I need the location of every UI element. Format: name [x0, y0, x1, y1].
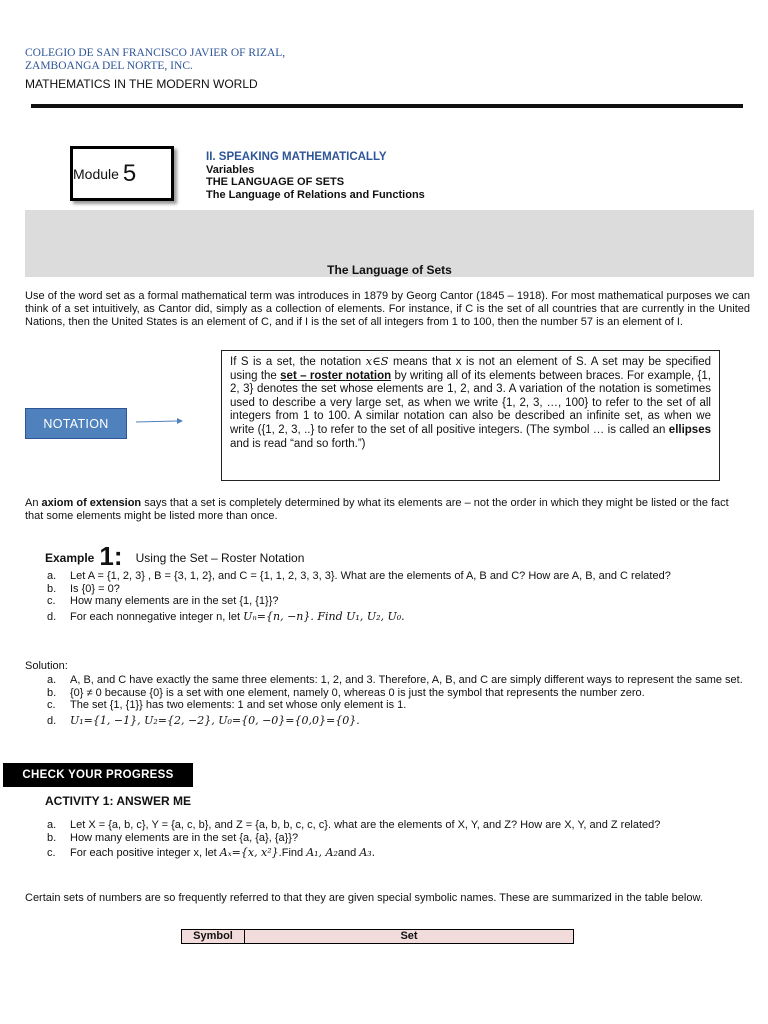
list-item [25, 819, 755, 832]
check-progress-banner: CHECK YOUR PROGRESS [3, 763, 193, 787]
example-title: Using the Set – Roster Notation [135, 551, 305, 565]
list-item [25, 595, 745, 608]
axiom-paragraph [25, 497, 750, 523]
notation-text-4: and is read “and so forth.”) [230, 437, 366, 450]
list-item-text: For each nonnegative integer n, let [70, 610, 244, 623]
list-item-math: Aₓ={x, x²} [219, 846, 279, 859]
axiom-prefix: An [25, 497, 42, 509]
module-heading-2: Variables [206, 163, 255, 176]
list-item-text: The set {1, {1}} has two elements: 1 and set whose only element is 1. [70, 699, 407, 711]
list-item [25, 674, 745, 687]
list-item-text: For each positive integer x, let [70, 847, 220, 859]
example-heading [45, 541, 304, 572]
list-item [25, 847, 755, 860]
list-item [25, 570, 745, 583]
list-item-text: How many elements are in the set {a, {a}, {a}}? [70, 831, 299, 844]
example-list [25, 570, 745, 623]
list-item-math: A₁, A₂ [306, 846, 338, 859]
list-item-text: A, B, and C have exactly the same three elements: 1, 2, and 3. Therefore, A, B, and C are simply different ways to represent the same set. [70, 674, 743, 686]
list-item [25, 832, 755, 845]
ellipses-term: ellipses [668, 423, 711, 436]
list-marker: b. [47, 831, 57, 844]
notation-box [221, 350, 720, 481]
school-name-line2: ZAMBOANGA DEL NORTE, INC. [25, 60, 193, 72]
module-heading-3: THE LANGUAGE OF SETS [206, 176, 345, 188]
module-label: Module [73, 165, 119, 182]
school-name [25, 47, 285, 73]
list-item [25, 611, 745, 624]
list-item-text: Let X = {a, b, c}, Y = {a, c, b}, and Z = {a, b, b, c, c, c}. what are the elements of X, Y, and Z? How are X, Y, and Z related? [70, 819, 661, 831]
intro-paragraph: Use of the word set as a formal mathematical term was introduces in 1879 by Georg Cantor (1845 – 1918). For most mathematical purposes we can think of a set intuitively, as Cantor did, simply as a collection of elements. For instance, if C is the set of all countries that are currently in the United Nations, then the United States is an element of C, and if I is the set of all integers from 1 to 100, then the number 57 is an element of I. [25, 290, 750, 328]
list-marker: c. [47, 595, 56, 607]
arrow-right-icon [135, 417, 185, 427]
module-heading-1: II. SPEAKING MATHEMATICALLY [206, 151, 387, 163]
closing-paragraph: Certain sets of numbers are so frequently referred to that they are given special symbolic names. These are summarized in the table below. [25, 892, 703, 904]
module-heading-4: The Language of Relations and Functions [206, 188, 425, 201]
list-item-text: Let A = {1, 2, 3} , B = {3, 1, 2}, and C = {1, 1, 2, 3, 3, 3}. What are the elements of A, B and C? How are A, B, and C related? [70, 570, 671, 582]
list-item-math: A₃. [359, 846, 376, 859]
list-marker: c. [47, 847, 56, 859]
list-item-text: {0} ≠ 0 because {0} is a set with one element, namely 0, whereas 0 is just the symbol that represents the number zero. [70, 686, 645, 699]
list-item-text: and [337, 847, 360, 859]
section-band [25, 210, 754, 277]
list-item [25, 687, 745, 700]
notation-button[interactable]: NOTATION [25, 408, 127, 439]
list-item [25, 583, 745, 596]
list-marker: c. [47, 699, 56, 711]
module-box [70, 146, 174, 201]
table-header-symbol: Symbol [182, 930, 245, 943]
list-marker: b. [47, 582, 57, 595]
list-item-math: U₁={1, −1}, U₂={2, −2}, U₀={0, −0}={0,0}={0}. [70, 713, 360, 727]
list-marker: d. [47, 714, 57, 727]
activity-list [25, 819, 755, 860]
list-marker: a. [47, 674, 57, 686]
table-header-set: Set [400, 930, 418, 942]
school-name-line1: COLEGIO DE SAN FRANCISCO JAVIER OF RIZAL, [25, 47, 286, 59]
list-item-text: .Find [278, 847, 307, 859]
axiom-text: says that a set is completely determined by what its elements are – not the order in which they might be listed or the fact that some elements might be listed more than once. [25, 497, 729, 522]
header-divider [31, 104, 743, 108]
list-item [25, 715, 745, 728]
list-item-math: Uₙ={n, −n}. Find U₁, U₂, U₀. [243, 609, 405, 623]
course-title: MATHEMATICS IN THE MODERN WORLD [25, 77, 258, 91]
symbol-table-header [181, 929, 574, 944]
axiom-term: axiom of extension [41, 497, 142, 509]
solution-list [25, 674, 745, 727]
example-label: Example [45, 551, 95, 565]
list-item [25, 699, 745, 712]
solution-label: Solution: [25, 660, 68, 672]
notation-math: x∈S [365, 354, 389, 368]
list-marker: d. [47, 610, 57, 623]
list-item-text: Is {0} = 0? [70, 582, 120, 595]
section-title: The Language of Sets [327, 263, 452, 277]
activity-title: ACTIVITY 1: ANSWER ME [45, 794, 192, 808]
list-marker: a. [47, 570, 57, 582]
notation-text-2: means that x is not an element of S. A set may be specified using the [230, 356, 711, 382]
example-number: 1: [99, 541, 123, 571]
module-number: 5 [122, 159, 137, 187]
list-item-text: How many elements are in the set {1, {1}}? [70, 595, 279, 607]
roster-notation-term: set – roster notation [280, 369, 392, 382]
list-marker: b. [47, 686, 57, 699]
list-marker: a. [47, 819, 57, 831]
notation-text-1: If S is a set, the notation [230, 356, 366, 368]
notation-text-3: by writing all of its elements between braces. For example, {1, 2, 3} denotes the set whose elements are 1, 2, and 3. A variation of the notation is sometimes used to describe a very large set, as when we write {1, 2, 3, …, 100} to refer to the set of all integers from 1 to 100. A similar notation can also be described an infinite set, as when we write ({1, 2, 3, ..} to refer to the set of all positive integers. (The symbol … is called an [230, 369, 711, 436]
module-headings [206, 151, 425, 201]
